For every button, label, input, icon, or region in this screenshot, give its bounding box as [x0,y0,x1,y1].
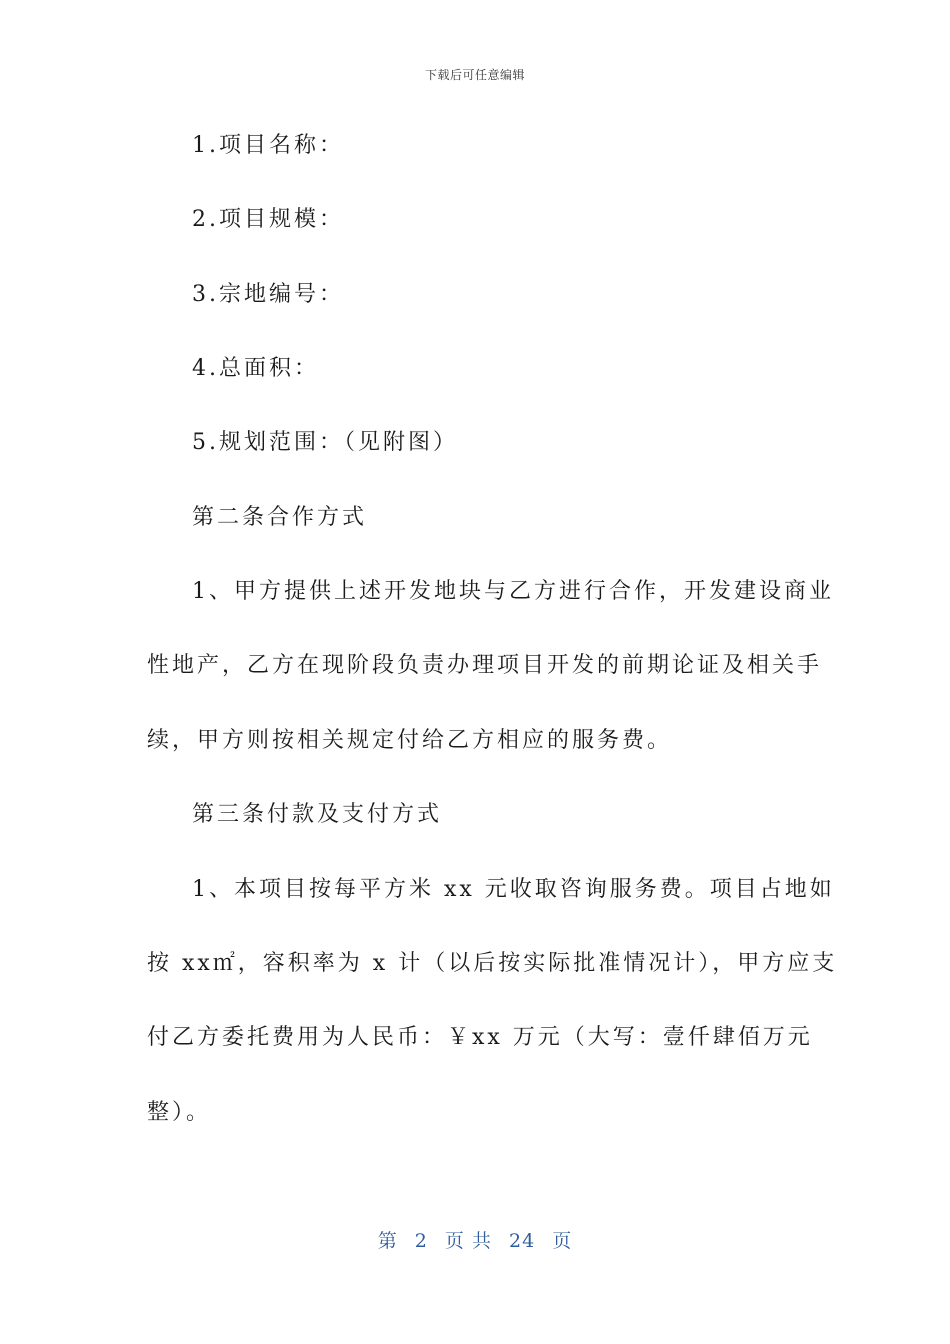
total-pages-number: 24 [509,1230,536,1252]
page-header: 下载后可任意编辑 [424,68,525,82]
project-scale-item: 2.项目规模： [192,207,344,232]
footer-suffix: 页 [552,1230,573,1252]
section-2-paragraph-line: 1、甲方提供上述开发地块与乙方进行合作，开发建设商业 [192,579,834,604]
section-3-paragraph-line: 整）。 [147,1100,212,1125]
planning-scope-item: 5.规划范围：（见附图） [192,430,458,455]
section-2-paragraph-line: 性地产，乙方在现阶段负责办理项目开发的前期论证及相关手 [147,653,823,678]
section-2-paragraph-line: 续，甲方则按相关规定付给乙方相应的服务费。 [147,728,673,753]
section-3-paragraph-line: 1、本项目按每平方米 xx 元收取咨询服务费。项目占地如 [192,877,835,902]
footer-middle: 页 共 [444,1230,492,1252]
project-name-item: 1.项目名称： [192,133,344,158]
footer-prefix: 第 [377,1230,398,1252]
section-3-paragraph-line: 付乙方委托费用为人民币：￥xx 万元（大写：壹仟肆佰万元 [147,1025,813,1050]
total-area-item: 4.总面积： [192,356,319,381]
current-page-number: 2 [414,1230,428,1252]
parcel-number-item: 3.宗地编号： [192,282,344,307]
section-3-paragraph-line: 按 xx㎡，容积率为 x 计（以后按实际批准情况计），甲方应支 [147,951,838,976]
section-2-title: 第二条合作方式 [192,505,368,530]
page-footer [0,1226,950,1253]
section-3-title: 第三条付款及支付方式 [192,802,443,827]
